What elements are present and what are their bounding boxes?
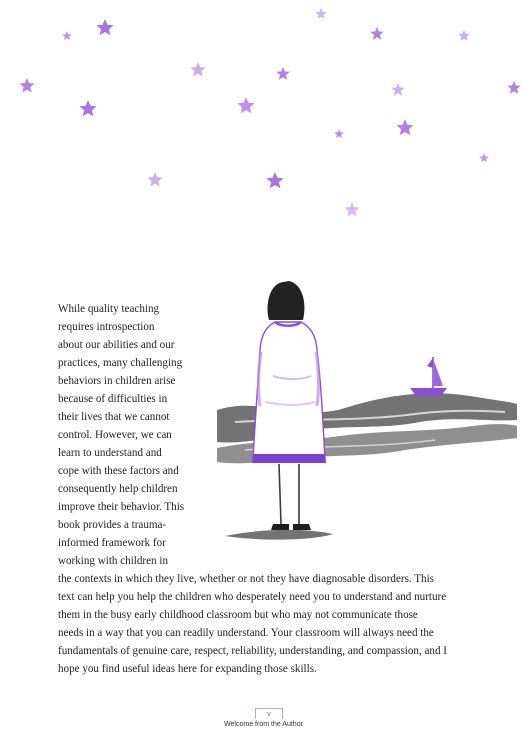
body-text-line: practices, many challenging bbox=[58, 357, 183, 369]
girl-by-the-sea-illustration bbox=[205, 272, 525, 547]
body-text-line: about our abilities and our bbox=[58, 339, 175, 351]
section-nav-tab[interactable] bbox=[255, 708, 283, 719]
body-text-line: consequently help children bbox=[58, 483, 178, 495]
body-text-line: them in the busy early childhood classroom but who may not communicate those bbox=[58, 609, 418, 621]
star-icon bbox=[334, 129, 344, 138]
star-field bbox=[0, 0, 527, 230]
body-text-line: While quality teaching bbox=[58, 303, 160, 315]
star-icon bbox=[237, 97, 254, 113]
star-icon bbox=[396, 119, 413, 135]
star-icon bbox=[458, 30, 469, 41]
star-icon bbox=[96, 19, 113, 35]
star-icon bbox=[276, 67, 289, 80]
star-icon bbox=[190, 62, 205, 77]
body-text-line: informed framework for bbox=[58, 537, 166, 549]
star-icon bbox=[344, 202, 359, 217]
star-icon bbox=[62, 31, 72, 40]
body-text-line: because of difficulties in bbox=[58, 393, 168, 405]
ground-shadow bbox=[225, 530, 333, 540]
body-text-line: fundamentals of genuine care, respect, reliability, understanding, and compassion, and I bbox=[58, 645, 447, 657]
star-icon bbox=[315, 8, 326, 19]
body-text-line: needs in a way that you can readily understand. Your classroom will always need the bbox=[58, 627, 434, 639]
section-label: Welcome from the Author bbox=[224, 721, 303, 728]
star-icon bbox=[19, 78, 34, 93]
body-text-line: control. However, we can bbox=[58, 429, 172, 441]
body-text-line: working with children in bbox=[58, 555, 168, 567]
star-icon bbox=[79, 100, 96, 116]
body-text-line: requires introspection bbox=[58, 321, 155, 333]
body-text-line: learn to understand and bbox=[58, 447, 162, 459]
star-icon bbox=[266, 172, 283, 188]
star-icon bbox=[479, 153, 489, 162]
girl-figure bbox=[252, 281, 326, 530]
body-text-line: text can help you help the children who desperately need you to understand and nurture bbox=[58, 591, 447, 603]
sailboat-icon bbox=[410, 357, 447, 396]
body-text-line: their lives that we cannot bbox=[58, 411, 170, 423]
star-icon bbox=[147, 172, 162, 187]
chevron-down-icon: v bbox=[266, 710, 272, 718]
body-text-line: cope with these factors and bbox=[58, 465, 179, 477]
star-icon bbox=[391, 83, 404, 96]
body-text-line: hope you find useful ideas here for expanding those skills. bbox=[58, 663, 317, 675]
body-text-line: behaviors in children arise bbox=[58, 375, 176, 387]
star-icon bbox=[370, 27, 383, 40]
body-text-line: improve their behavior. This bbox=[58, 501, 185, 513]
body-text-line: the contexts in which they live, whether or not they have diagnosable disorders. This bbox=[58, 573, 434, 585]
star-icon bbox=[507, 81, 520, 94]
body-text-line: book provides a trauma- bbox=[58, 519, 167, 531]
